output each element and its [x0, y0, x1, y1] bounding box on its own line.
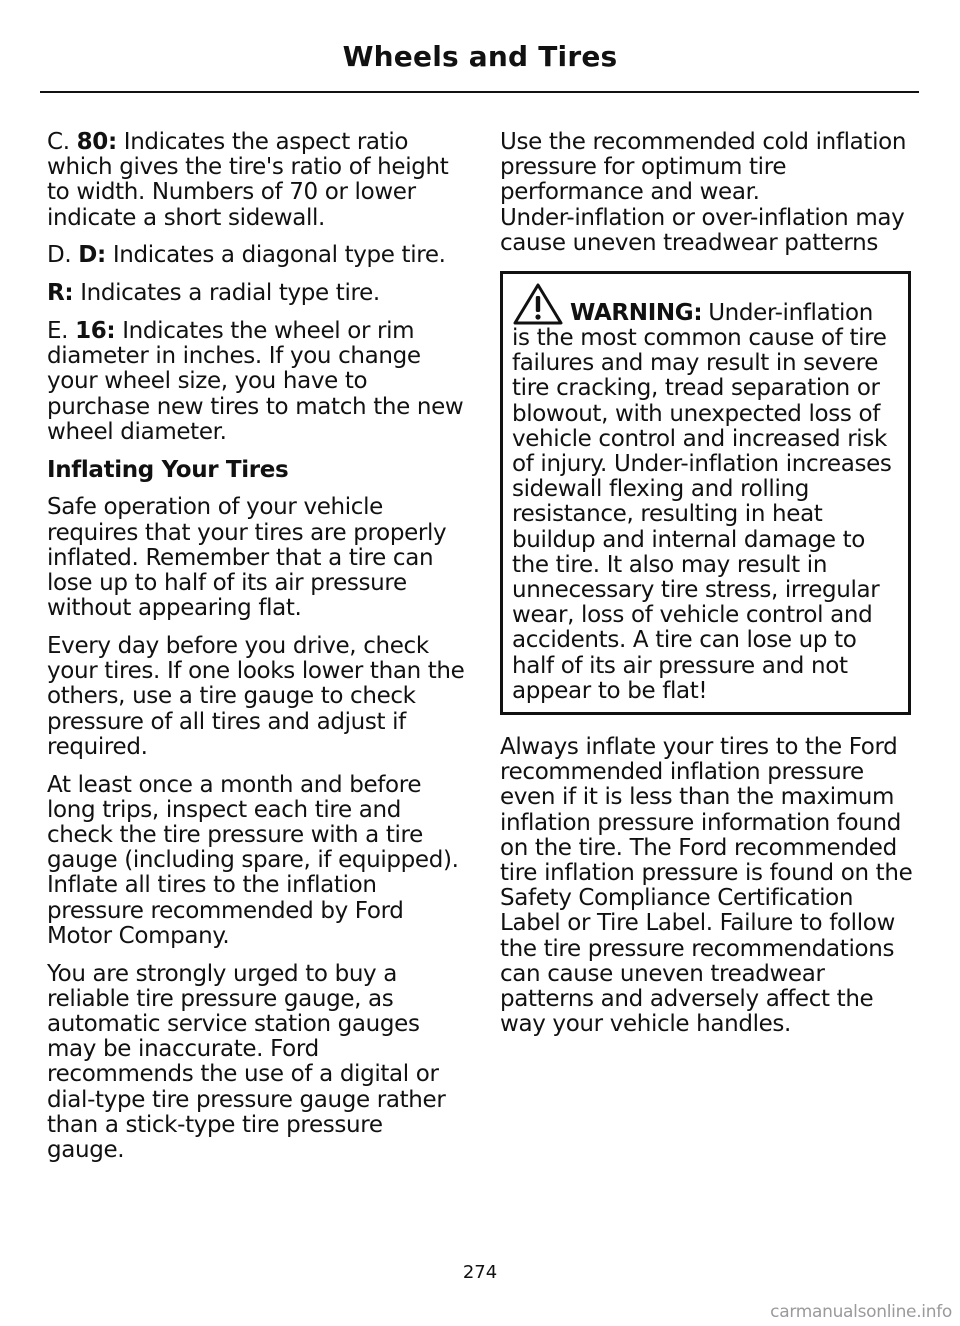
item-e-text: Indicates the wheel or rim diameter in inches. If you change your wheel size, you have to purchase new tires to match the new wheel diameter.	[47, 318, 464, 445]
warning-header	[512, 282, 899, 326]
item-e-prefix: E.	[47, 318, 69, 344]
warning-triangle-icon	[512, 282, 564, 326]
page-number: 274	[462, 1262, 498, 1283]
item-c-text: Indicates the aspect ratio which gives the tire's ratio of height to width. Numbers of 70 or lower indicate a short sidewall.	[47, 129, 449, 231]
warning-label: WARNING:	[570, 299, 703, 326]
item-r	[47, 281, 465, 306]
section-heading: Inflating Your Tires	[47, 456, 289, 483]
item-r-text: Indicates a radial type tire.	[80, 280, 380, 307]
watermark: carmanualsonline.info	[770, 1302, 952, 1322]
item-c-code: 80:	[76, 129, 117, 155]
page-title: Wheels and Tires	[342, 40, 618, 73]
left-column	[47, 130, 465, 1176]
item-d-prefix: D.	[47, 242, 72, 269]
item-e	[47, 319, 465, 445]
paragraph-pressure-gauge: You are strongly urged to buy a reliable tire pressure gauge, as automatic service station gauges may be inaccurate. Ford recommends the use of a digital or dial-type tire pressure gauge rather than a stick-type tire pressure gauge.	[47, 960, 446, 1164]
right-column	[500, 130, 914, 1050]
warning-text-first: Under-inflation	[708, 299, 873, 326]
paragraph-safe-operation: Safe operation of your vehicle requires that your tires are properly inflated. Remember that a tire can lose up to half of its air pressure without appearing flat.	[47, 494, 447, 622]
paragraph-daily-check: Every day before you drive, check your tires. If one looks lower than the others, use a tire gauge to check pressure of all tires and adjust if required.	[47, 633, 465, 760]
paragraph-uneven-treadwear: Under-inflation or over-inflation may cause uneven treadwear patterns	[500, 204, 905, 256]
item-c	[47, 130, 465, 231]
item-r-code: R:	[47, 280, 74, 307]
paragraph-monthly-check: At least once a month and before long trips, inspect each tire and check the tire pressure with a tire gauge (including spare, if equipped). Inflate all tires to the inflation pressure recommended by Ford Motor Company.	[47, 771, 459, 949]
header-divider	[40, 91, 919, 93]
paragraph-cold-pressure: Use the recommended cold inflation pressure for optimum tire performance and wear.	[500, 129, 907, 206]
item-d	[47, 243, 465, 268]
warning-box	[500, 271, 911, 715]
item-d-text: Indicates a diagonal type tire.	[112, 242, 446, 269]
item-d-code: D:	[78, 242, 106, 269]
item-e-code: 16:	[75, 318, 116, 344]
paragraph-inflate-recommended: Always inflate your tires to the Ford recommended inflation pressure even if it is less than the maximum inflation pressure information found on the tire. The Ford recommended tire inflation pressure is found on the Safety Compliance Certification Label or Tire Label. Failure to follow the tire pressure recommendations can cause uneven treadwear patterns and adversely affect the way your vehicle handles.	[500, 734, 913, 1038]
warning-text: is the most common cause of tire failures and may result in severe tire cracking, tread separation or blowout, with unexpected loss of vehicle control and increased risk of injury. Under-inflation increases sidewall flexing and rolling resistance, resulting in heat buildup and internal damage to the tire. It also may result in unnecessary tire stress, irregular wear, loss of vehicle control and accidents. A tire can lose up to half of its air pressure and not appear to be flat!	[512, 325, 892, 704]
item-c-prefix: C.	[47, 129, 70, 155]
